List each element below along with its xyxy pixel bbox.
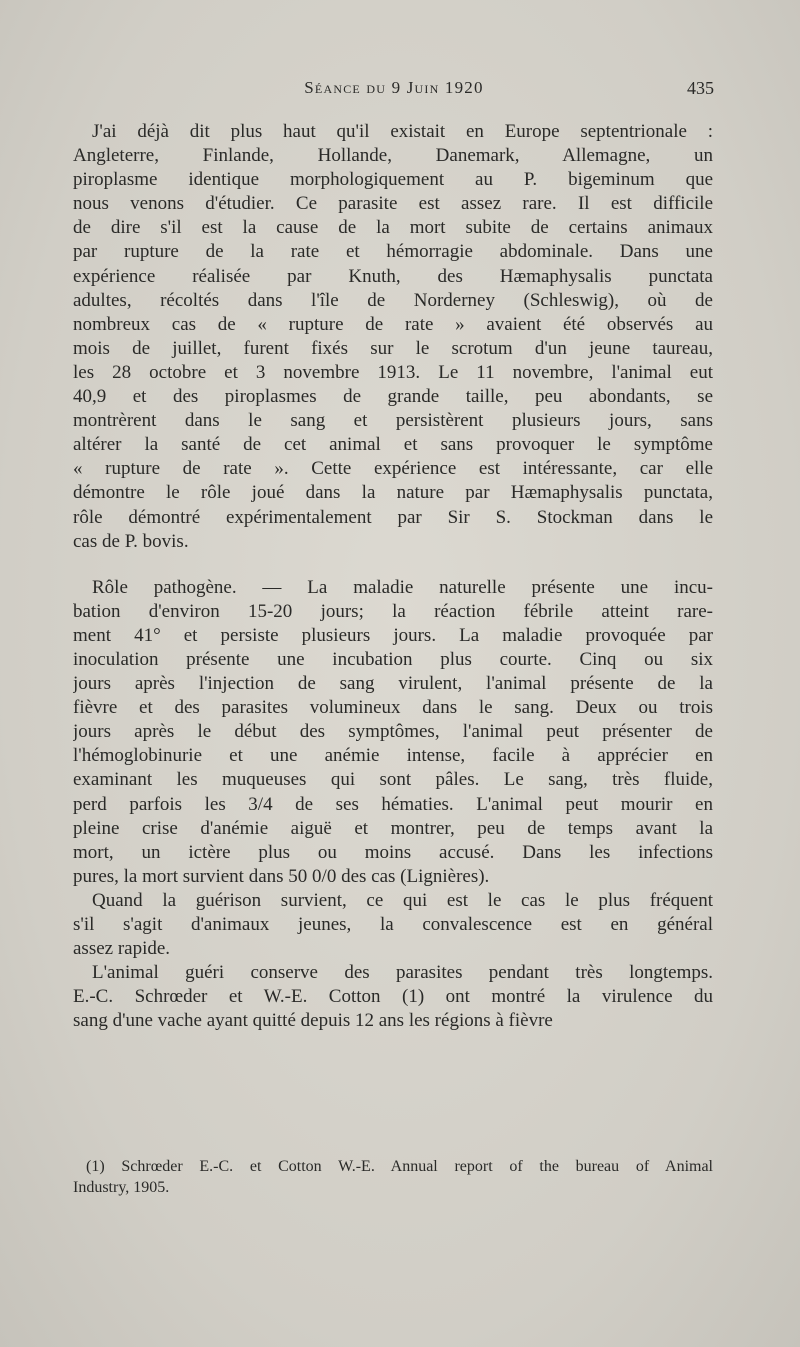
text-line: les 28 octobre et 3 novembre 1913. Le 11 novembre, l'animal eut <box>73 361 713 383</box>
text-line: démontre le rôle joué dans la nature par Hæmaphysalis punctata, <box>73 482 713 504</box>
paragraph <box>73 889 713 961</box>
text-line: piroplasme identique morphologiquement au P. bigeminum que <box>73 169 713 191</box>
running-head <box>74 78 714 102</box>
text-line: pleine crise d'anémie aiguë et montrer, peu de temps avant la <box>73 817 713 839</box>
text-line: mort, un ictère plus ou moins accusé. Dans les infections <box>73 841 713 863</box>
text-line: expérience réalisée par Knuth, des Hæmaphysalis punctata <box>73 265 713 287</box>
paragraph <box>73 576 713 889</box>
text-line: assez rapide. <box>73 938 171 960</box>
page-header-title: Séance du 9 Juin 1920 <box>304 78 484 97</box>
text-line: 40,9 et des piroplasmes de grande taille, peu abondants, se <box>73 386 713 408</box>
text-line: pures, la mort survient dans 50 0/0 des cas (Lignières). <box>73 865 490 887</box>
text-line: de dire s'il est la cause de la mort subite de certains animaux <box>73 217 713 239</box>
text-line: « rupture de rate ». Cette expérience est intéressante, car elle <box>73 458 713 480</box>
text-line: altérer la santé de cet animal et sans provoquer le symptôme <box>73 434 713 456</box>
text-line: nombreux cas de « rupture de rate » avaient été observés au <box>73 313 713 335</box>
text-line: s'il s'agit d'animaux jeunes, la convalescence est en général <box>73 914 713 935</box>
paragraph <box>73 961 713 1033</box>
text-line: adultes, récoltés dans l'île de Norderney (Schleswig), où de <box>73 289 713 311</box>
text-line: L'animal guéri conserve des parasites pendant très longtemps. <box>92 962 713 984</box>
text-line: nous venons d'étudier. Ce parasite est assez rare. Il est difficile <box>73 193 713 215</box>
text-line: jours après le début des symptômes, l'animal peut présenter de <box>73 721 713 743</box>
text-line: perd parfois les 3/4 de ses hématies. L'animal peut mourir en <box>73 793 713 815</box>
text-line: Quand la guérison survient, ce qui est le cas le plus fréquent <box>92 889 713 911</box>
text-line: sang d'une vache ayant quitté depuis 12 ans les régions à fièvre <box>73 1010 553 1032</box>
text-line: E.-C. Schrœder et W.-E. Cotton (1) ont montré la virulence du <box>73 986 713 1008</box>
text-line: examinant les muqueuses qui sont pâles. Le sang, très fluide, <box>73 769 713 791</box>
text-line: cas de P. bovis. <box>73 530 189 552</box>
text-line: mois de juillet, furent fixés sur le scrotum d'un jeune taureau, <box>73 337 713 359</box>
paragraph <box>73 120 713 554</box>
text-line: bation d'environ 15-20 jours; la réaction fébrile atteint rare- <box>73 600 713 622</box>
text-line: jours après l'injection de sang virulent, l'animal présente de la <box>73 673 713 695</box>
text-line: Angleterre, Finlande, Hollande, Danemark, Allemagne, un <box>73 145 713 167</box>
footnote <box>73 1156 713 1198</box>
page-number: 435 <box>687 78 714 98</box>
paragraph-gap <box>73 554 713 576</box>
text-line: par rupture de la rate et hémorragie abdominale. Dans une <box>73 241 713 263</box>
footnote-line: (1) Schrœder E.-C. et Cotton W.-E. Annual report of the bureau of Animal <box>86 1158 713 1175</box>
text-line: J'ai déjà dit plus haut qu'il existait en Europe septentrionale : <box>92 121 713 142</box>
text-line: rôle démontré expérimentalement par Sir S. Stockman dans le <box>73 506 713 528</box>
body-text <box>73 120 713 1033</box>
text-line: ment 41° et persiste plusieurs jours. La maladie provoquée par <box>73 624 713 646</box>
text-line: inoculation présente une incubation plus courte. Cinq ou six <box>73 648 713 670</box>
text-line: l'hémoglobinurie et une anémie intense, facile à apprécier en <box>73 745 713 767</box>
footnote-line: Industry, 1905. <box>73 1179 170 1196</box>
text-line: fièvre et des parasites volumineux dans le sang. Deux ou trois <box>73 697 713 719</box>
text-line: Rôle pathogène. — La maladie naturelle présente une incu- <box>92 576 713 598</box>
text-line: montrèrent dans le sang et persistèrent plusieurs jours, sans <box>73 410 713 432</box>
